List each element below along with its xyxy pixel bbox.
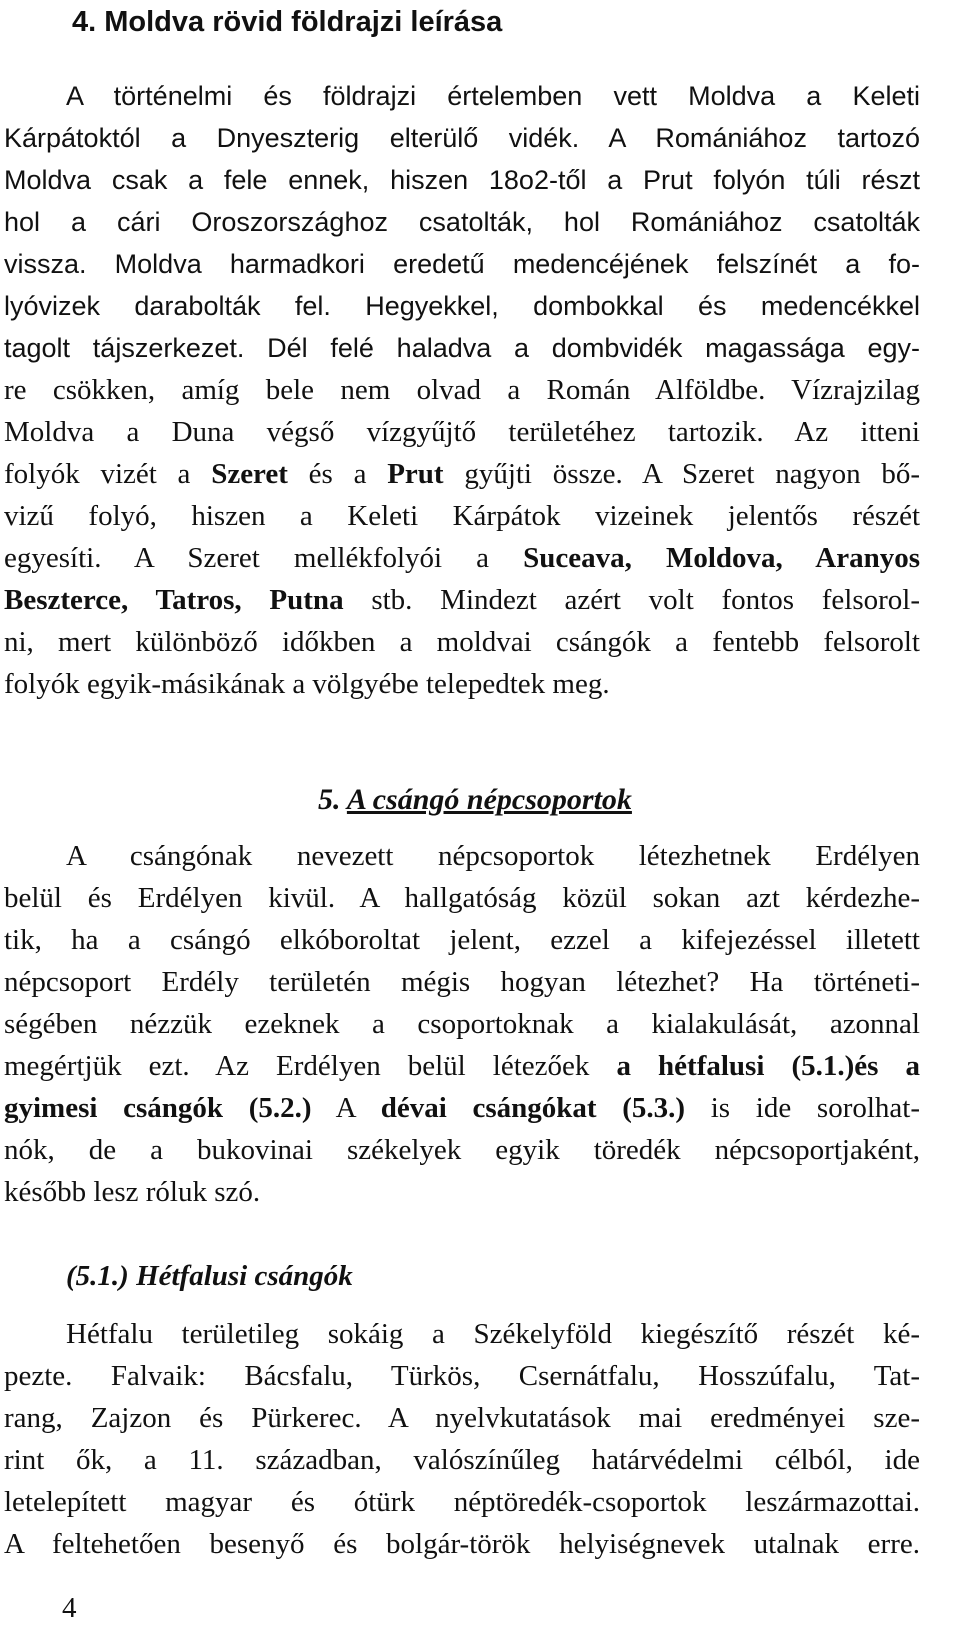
paragraph-line: A csángónak nevezett népcsoportok létezhetnek Erdélyen: [66, 840, 920, 872]
paragraph-line: gyimesi csángók (5.2.) A dévai csángókat (5.3.) is ide sorolhat-: [4, 1092, 920, 1124]
paragraph-line: folyók egyik-másikának a völgyébe telepedtek meg.: [4, 668, 610, 700]
paragraph-line: tik, ha a csángó elkóboroltat jelent, ezzel a kifejezéssel illetett: [4, 924, 920, 956]
paragraph-line: nók, de a bukovinai székelyek egyik töredék népcsoportjaként,: [4, 1134, 920, 1166]
paragraph-line: folyók vizét a Szeret és a Prut gyűjti össze. A Szeret nagyon bő-: [4, 458, 921, 490]
page-number: 4: [62, 1592, 77, 1624]
paragraph-line: rang, Zajzon és Pürkerec. A nyelvkutatások mai eredményei sze-: [4, 1402, 920, 1434]
paragraph-line: később lesz róluk szó.: [4, 1176, 261, 1208]
subsection-heading-5-1: (5.1.) Hétfalusi csángók: [66, 1260, 353, 1292]
paragraph-line: egyesíti. A Szeret mellékfolyói a Suceava, Moldova, Aranyos: [4, 542, 920, 574]
section-heading-5: 5. A csángó népcsoportok: [318, 783, 632, 816]
paragraph-line: belül és Erdélyen kivül. A hallgatóság közül sokan azt kérdezhe-: [4, 882, 920, 914]
paragraph-line: ségében nézzük ezeknek a csoportoknak a kialakulását, azonnal: [4, 1008, 920, 1040]
paragraph-line: hol a cári Oroszországhoz csatolták, hol Romániához csatolták: [4, 207, 920, 237]
paragraph-line: re csökken, amíg bele nem olvad a Román Alföldbe. Vízrajzilag: [4, 374, 920, 406]
paragraph-line: rint ők, a 11. században, valószínűleg határvédelmi célból, ide: [4, 1444, 920, 1476]
paragraph-line: ni, mert különböző időkben a moldvai csángók a fentebb felsorolt: [4, 626, 920, 658]
paragraph-line: Moldva a Duna végső vízgyűjtő területéhez tartozik. Az itteni: [4, 416, 920, 448]
paragraph-line: megértjük ezt. Az Erdélyen belül létezőek a hétfalusi (5.1.)és a: [4, 1050, 920, 1082]
paragraph-line: pezte. Falvaik: Bácsfalu, Türkös, Csernátfalu, Hosszúfalu, Tat-: [4, 1360, 920, 1392]
paragraph-line: Kárpátoktól a Dnyeszterig elterülő vidék. A Romániához tartozó: [4, 123, 920, 153]
paragraph-line: letelepített magyar és ótürk néptöredék-csoportok leszármazottai.: [4, 1486, 920, 1518]
paragraph-line: tagolt tájszerkezet. Dél felé haladva a dombvidék magassága egy-: [4, 333, 920, 363]
section-heading-4: 4. Moldva rövid földrajzi leírása: [72, 6, 503, 38]
paragraph-line: vizű folyó, hiszen a Keleti Kárpátok vizeinek jelentős részét: [4, 500, 920, 532]
paragraph-line: Moldva csak a fele ennek, hiszen 18o2-től a Prut folyón túli részt: [4, 165, 920, 195]
paragraph-line: népcsoport Erdély területén mégis hogyan létezhet? Ha történeti-: [4, 966, 920, 998]
paragraph-line: Hétfalu területileg sokáig a Székelyföld kiegészítő részét ké-: [66, 1318, 920, 1350]
paragraph-line: Beszterce, Tatros, Putna stb. Mindezt azért volt fontos felsorol-: [4, 584, 920, 616]
paragraph-line: A történelmi és földrajzi értelemben vett Moldva a Keleti: [66, 81, 920, 111]
paragraph-line: lyóvizek darabolták fel. Hegyekkel, dombokkal és medencékkel: [4, 291, 920, 321]
paragraph-line: A feltehetően besenyő és bolgár-török helyiségnevek utalnak erre.: [4, 1528, 920, 1560]
paragraph-line: vissza. Moldva harmadkori eredetű medencéjének felszínét a fo-: [4, 249, 920, 279]
